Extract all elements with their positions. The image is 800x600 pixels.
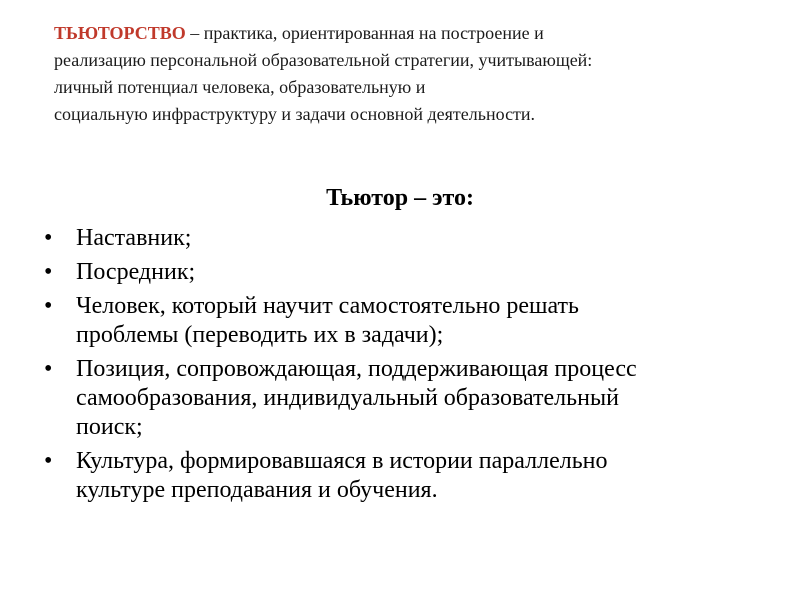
list-item-text: поиск;: [76, 414, 143, 440]
definition-line-2: реализацию персональной образовательной стратегии, учитывающей:: [54, 50, 593, 70]
definition-text: – практика, ориентированная на построение и: [185, 23, 544, 43]
bullet-icon: •: [44, 448, 53, 474]
list-item-text: Позиция, сопровождающая, поддерживающая процесс: [76, 356, 637, 382]
list-item: [40, 258, 760, 287]
tutor-definition-list: [40, 224, 760, 510]
definition-term: ТЬЮТОРСТВО: [54, 23, 186, 43]
list-item: [40, 224, 760, 253]
list-item-text: Культура, формировавшаяся в истории параллельно: [76, 448, 608, 474]
bullet-icon: •: [44, 293, 53, 319]
list-item: [40, 447, 760, 505]
definition-line-4: социальную инфраструктуру и задачи основной деятельности.: [54, 104, 536, 124]
section-heading: Тьютор – это:: [326, 185, 474, 211]
definition-paragraph: [54, 20, 754, 128]
list-item: [40, 355, 760, 442]
list-item-text: культуре преподавания и обучения.: [76, 477, 438, 503]
list-item-text: самообразования, индивидуальный образовательный: [76, 385, 619, 411]
bullet-icon: •: [44, 356, 53, 382]
list-item: [40, 292, 760, 350]
list-item-text: Наставник;: [76, 225, 192, 251]
bullet-icon: •: [44, 225, 53, 251]
list-item-text: Посредник;: [76, 259, 196, 285]
list-item-text: проблемы (переводить их в задачи);: [76, 322, 444, 348]
bullet-icon: •: [44, 259, 53, 285]
definition-line-3: личный потенциал человека, образовательную и: [54, 77, 426, 97]
definition-line-1: [54, 20, 754, 47]
list-item-text: Человек, который научит самостоятельно решать: [76, 293, 579, 319]
